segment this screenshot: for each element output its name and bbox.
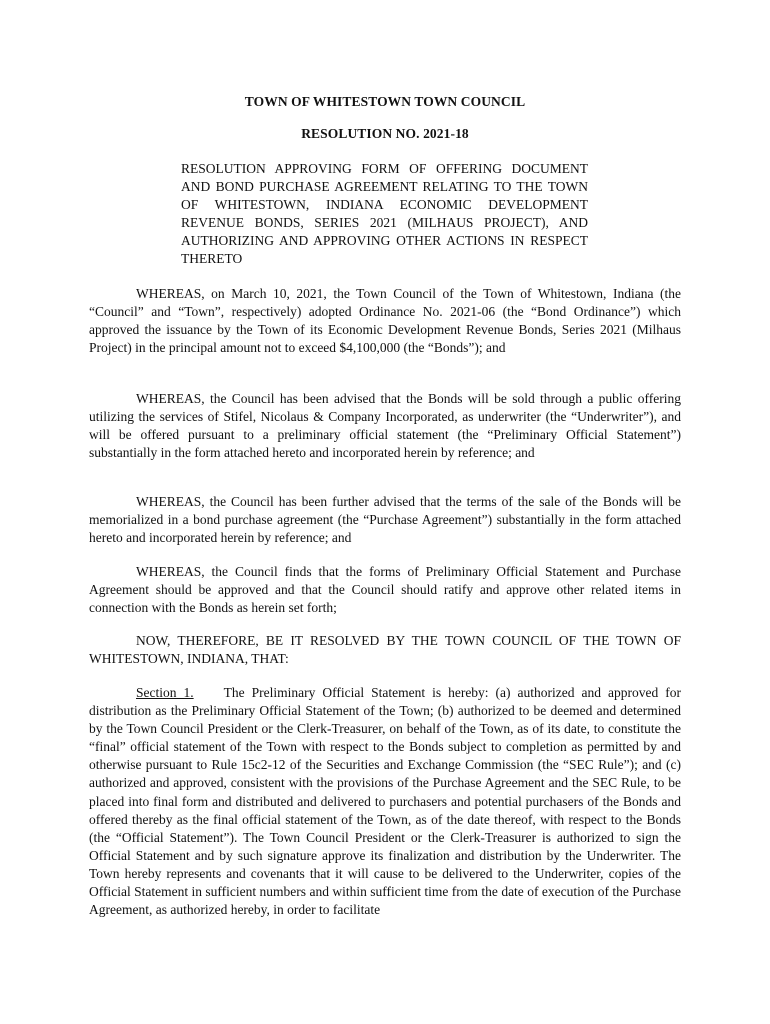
resolution-number: RESOLUTION NO. 2021-18 — [301, 126, 469, 141]
resolution-purpose: RESOLUTION APPROVING FORM OF OFFERING DOCUMENT AND BOND PURCHASE AGREEMENT RELATING TO THE TOWN OF WHITESTOWN, INDIANA ECONOMIC DEVELOPMENT REVENUE BONDS, SERIES 2021 (MILHAUS PROJECT), AND AUTHORIZING AND APPROVING OTHER ACTIONS IN RESPECT THERETO — [181, 161, 588, 267]
whereas-text-3: WHEREAS, the Council has been further advised that the terms of the sale of the Bonds will be memorialized in a bond purchase agreement (the “Purchase Agreement”) substantially in the form attached hereto and incorporated herein by reference; and — [89, 494, 681, 546]
section-1-label: Section 1. — [136, 685, 194, 700]
resolved-text: NOW, THEREFORE, BE IT RESOLVED BY THE TOWN COUNCIL OF THE TOWN OF WHITESTOWN, INDIANA, THAT: — [89, 633, 681, 667]
whereas-paragraph-1 — [89, 285, 681, 357]
whereas-text-2: WHEREAS, the Council has been advised that the Bonds will be sold through a public offering utilizing the services of Stifel, Nicolaus & Company Incorporated, as underwriter (the “Underwriter”), and will be offered pursuant to a preliminary official statement (the “Preliminary Official Statement”) substantially in the form attached hereto and incorporated herein by reference; and — [89, 391, 681, 461]
whereas-paragraph-4 — [89, 563, 681, 617]
whereas-text-1: WHEREAS, on March 10, 2021, the Town Council of the Town of Whitestown, Indiana (the “Council” and “Town”, respectively) adopted Ordinance No. 2021-06 (the “Bond Ordinance”) which approved the issuance by the Town of its Economic Development Revenue Bonds, Series 2021 (Milhaus Project) in the principal amount not to exceed $4,100,000 (the “Bonds”); and — [89, 286, 681, 356]
whereas-text-4: WHEREAS, the Council finds that the forms of Preliminary Official Statement and Purchase Agreement should be approved and that the Council should ratify and approve other related items in connection with the Bonds as herein set forth; — [89, 564, 681, 616]
council-title: TOWN OF WHITESTOWN TOWN COUNCIL — [244, 94, 526, 109]
resolved-clause — [89, 632, 681, 668]
section-1-paragraph — [89, 684, 681, 919]
section-1-text: The Preliminary Official Statement is hereby: (a) authorized and approved for distribution as the Preliminary Official Statement of the Town; (b) authorized to be deemed and determined by the Town Council President or the Clerk-Treasurer, on behalf of the Town, as of its date, to constitute the “final” official statement of the Town with respect to the Bonds subject to completion as permitted by and otherwise pursuant to Rule 15c2-12 of the Securities and Exchange Commission (the “SEC Rule”); and (c) authorized and approved, consistent with the provisions of the Purchase Agreement and the SEC Rule, to be placed into final form and distributed and delivered to purchasers and potential purchasers of the Bonds and offered thereby as the final official statement of the Town, as of the date thereof, with respect to the Bonds (the “Official Statement”). The Town Council President or the Clerk-Treasurer is authorized to sign the Official Statement and by such signature approve its finalization and distribution by the Underwriter. The Town hereby represents and covenants that it will cause to be delivered to the Underwriter, copies of the Official Statement in sufficient numbers and within sufficient time from the date of execution of the Purchase Agreement, as authorized hereby, in order to facilitate — [89, 685, 681, 918]
whereas-paragraph-3 — [89, 493, 681, 547]
whereas-paragraph-2 — [89, 390, 681, 462]
